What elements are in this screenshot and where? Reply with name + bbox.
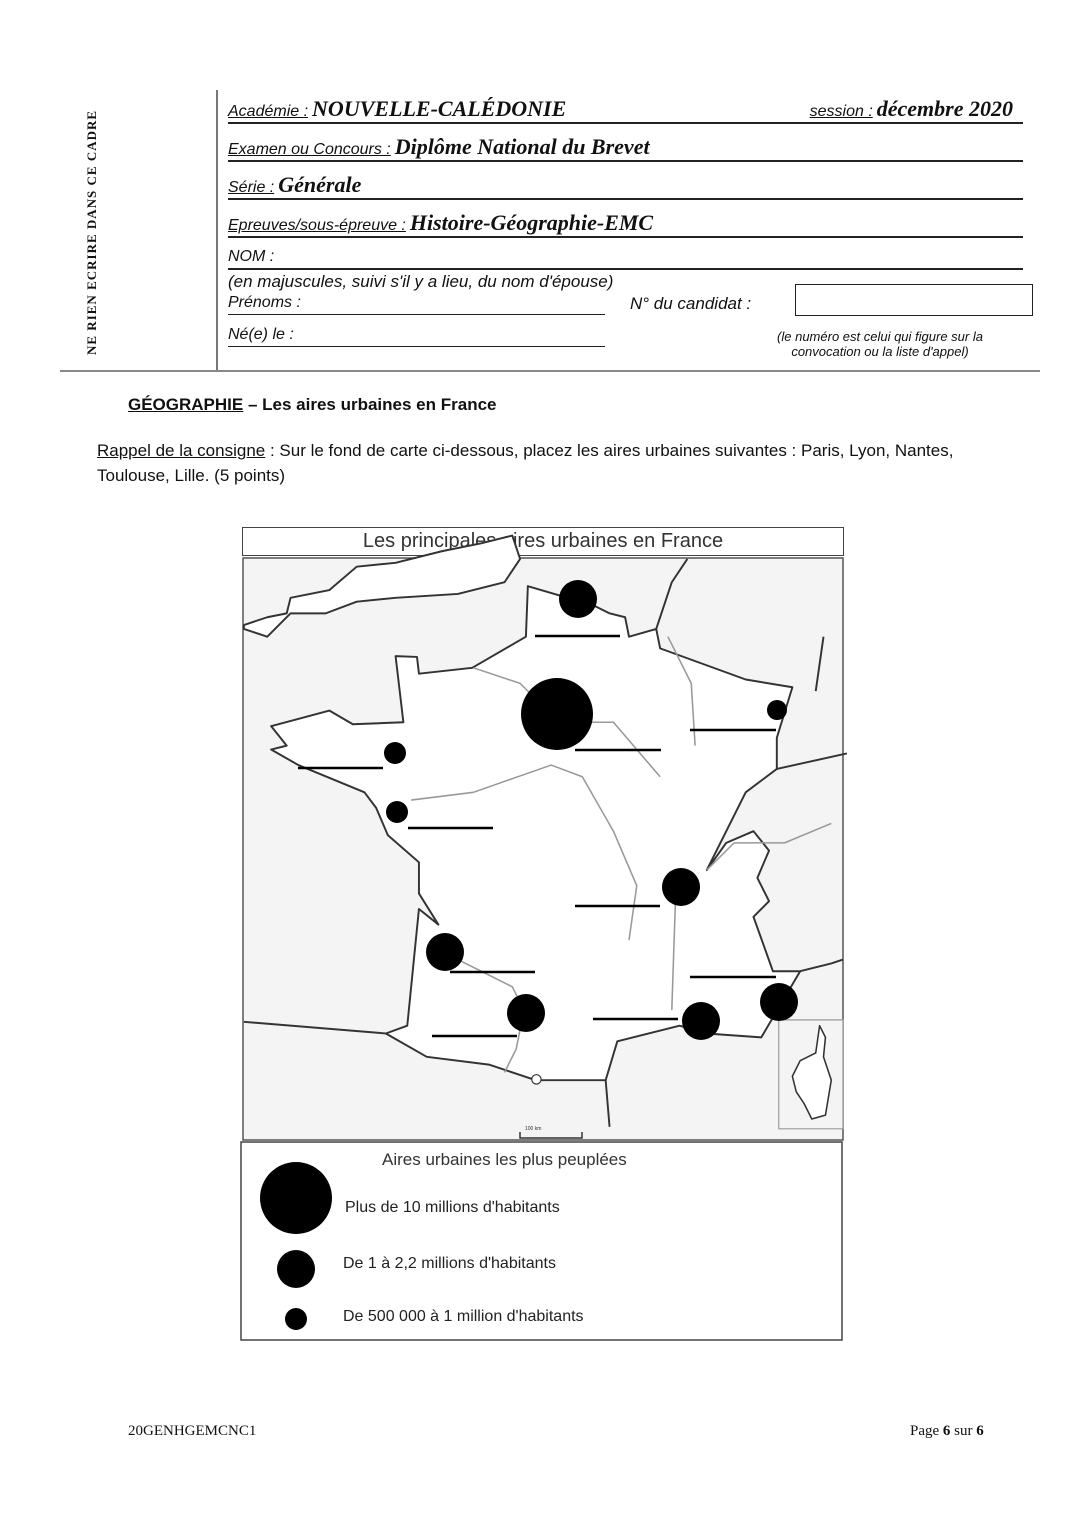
legend-item-medium: De 1 à 2,2 millions d'habitants <box>343 1255 556 1272</box>
epreuve-label: Epreuves/sous-épreuve : <box>228 217 406 234</box>
page-number <box>910 1423 984 1440</box>
legend-item-small: De 500 000 à 1 million d'habitants <box>343 1308 584 1325</box>
session-value: décembre 2020 <box>876 96 1013 121</box>
section-title-rest: – Les aires urbaines en France <box>243 395 497 414</box>
candidat-note: (le numéro est celui qui figure sur la convocation ou la liste d'appel) <box>777 329 983 359</box>
serie-label: Série : <box>228 179 275 196</box>
legend-symbol-small <box>285 1308 307 1330</box>
legend-symbol-medium <box>277 1250 315 1288</box>
academie-value: NOUVELLE-CALÉDONIE <box>312 96 567 121</box>
city-dot-paris <box>521 678 593 750</box>
city-dot-toulouse <box>507 994 545 1032</box>
section-title-geo: GÉOGRAPHIE <box>128 395 244 414</box>
andorra <box>532 1075 541 1084</box>
consigne-text: : Sur le fond de carte ci-dessous, placez les aires urbaines suivantes : Paris, Lyon, Nantes, Toulouse, Lille. (5 points) <box>97 441 954 485</box>
city-dot-nice <box>760 983 798 1021</box>
city-dot-rennes <box>384 742 406 764</box>
serie-value: Générale <box>278 172 362 197</box>
city-dot-bordeaux <box>426 933 464 971</box>
city-dot-strasbourg <box>767 700 787 720</box>
page-mid: sur <box>950 1423 977 1439</box>
page-current: 6 <box>942 1423 951 1439</box>
map-title: Les principales aires urbaines en France <box>242 527 844 556</box>
legend-item-large: Plus de 10 millions d'habitants <box>345 1199 560 1216</box>
legend-title: Aires urbaines les plus peuplées <box>382 1150 627 1169</box>
city-dot-marseille <box>682 1002 720 1040</box>
consigne-label: Rappel de la consigne <box>97 441 266 460</box>
page-prefix: Page <box>910 1423 943 1439</box>
epreuve-value: Histoire-Géographie-EMC <box>409 210 654 235</box>
nom-hint: (en majuscules, suivi s'il y a lieu, du nom d'épouse) <box>228 272 614 291</box>
scale-label: 100 km <box>525 1126 542 1132</box>
city-dot-lille <box>559 580 597 618</box>
city-dot-lyon <box>662 868 700 906</box>
legend-symbol-large <box>260 1162 332 1234</box>
examen-label: Examen ou Concours : <box>228 141 391 158</box>
city-dot-nantes <box>386 801 408 823</box>
academie-label: Académie : <box>228 103 309 120</box>
ne-le-label: Né(e) le : <box>228 326 294 343</box>
margin-note: NE RIEN ECRIRE DANS CE CADRE <box>84 109 99 356</box>
page-total: 6 <box>976 1423 984 1439</box>
prenoms-label: Prénoms : <box>228 294 301 311</box>
session-label: session : <box>809 103 873 120</box>
nom-label: NOM : <box>228 248 275 265</box>
footer-code: 20GENHGEMCNC1 <box>128 1423 257 1439</box>
examen-value: Diplôme National du Brevet <box>394 134 650 159</box>
candidat-label: N° du candidat : <box>630 294 752 313</box>
